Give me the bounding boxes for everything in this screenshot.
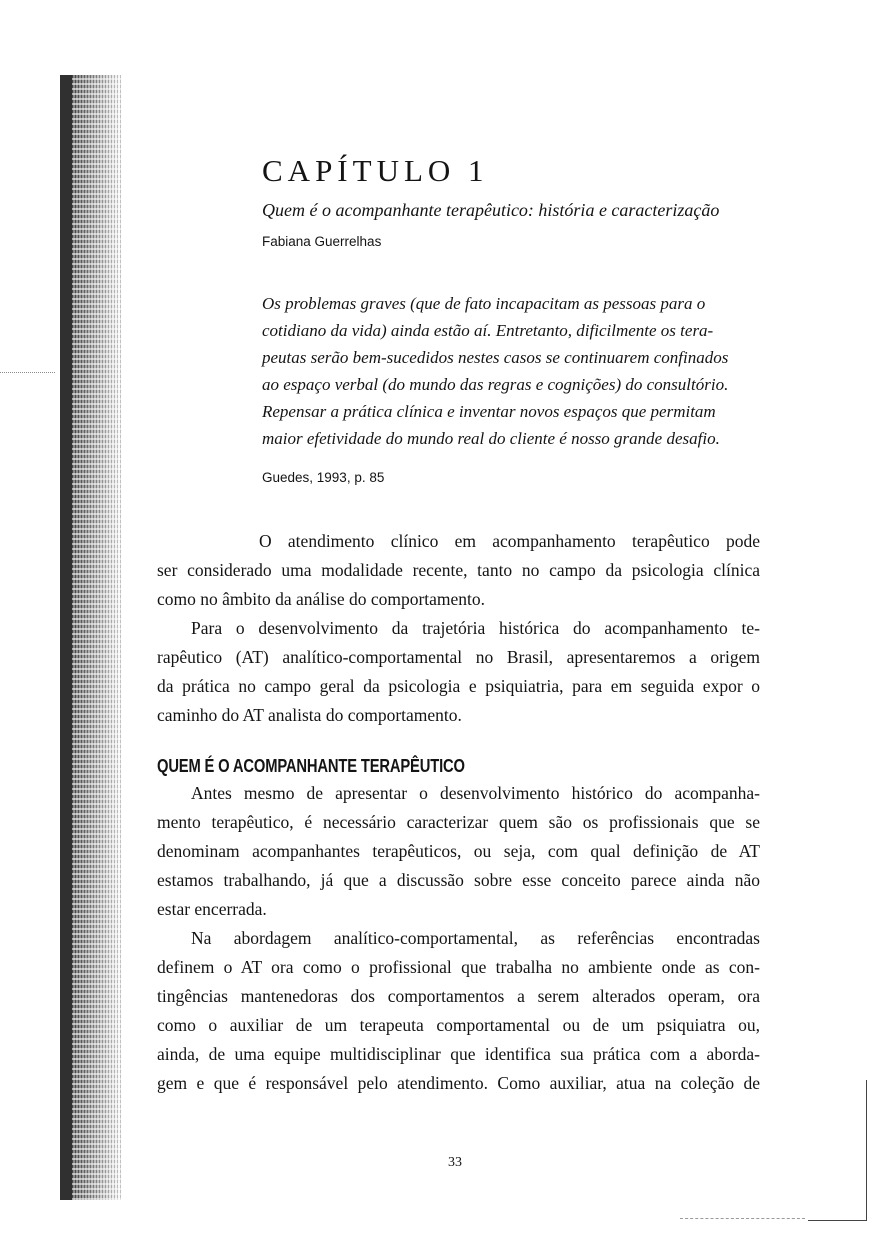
- text-line: ser considerado uma modalidade recente, tanto no campo da psicologia clínica: [157, 560, 760, 580]
- text-line: Para o desenvolvimento da trajetória histórica do acompanhamento te-: [191, 618, 760, 638]
- text-line: como o auxiliar de um terapeuta comportamental ou de um psiquiatra ou,: [157, 1015, 760, 1035]
- text-line: da prática no campo geral da psicologia e psiquiatria, para em seguida expor o: [157, 676, 760, 696]
- text-line: estar encerrada.: [157, 899, 267, 919]
- scan-edge-dots: [0, 372, 55, 379]
- text-line: como no âmbito da análise do comportamento.: [157, 589, 486, 609]
- text-line: ainda, de uma equipe multidisciplinar que identifica sua prática com a aborda-: [157, 1044, 760, 1064]
- section-paragraph-1: [157, 779, 760, 924]
- chapter-author: Fabiana Guerrelhas: [262, 234, 382, 249]
- epigraph-line: peutas serão bem-sucedidos nestes casos se continuarem confinados: [262, 348, 729, 367]
- epigraph: [262, 290, 740, 452]
- text-line: rapêutico (AT) analítico-comportamental no Brasil, apresentaremos a origem: [157, 647, 760, 667]
- epigraph-citation: Guedes, 1993, p. 85: [262, 470, 385, 485]
- page-edge-right: [866, 1080, 867, 1220]
- text-line: O atendimento clínico em acompanhamento terapêutico pode: [259, 531, 760, 551]
- page-edge-bottom: [808, 1220, 867, 1221]
- intro-paragraph-1: [157, 527, 760, 614]
- chapter-title: CAPÍTULO 1: [262, 153, 489, 188]
- chapter-subtitle: Quem é o acompanhante terapêutico: história e caracterização: [262, 200, 720, 220]
- intro-paragraph-2: [157, 614, 760, 730]
- section-heading: QUEM É O ACOMPANHANTE TERAPÊUTICO: [157, 756, 465, 776]
- text-line: caminho do AT analista do comportamento.: [157, 705, 462, 725]
- text-line: Antes mesmo de apresentar o desenvolvimento histórico do acompanha-: [191, 783, 760, 803]
- scan-bottom-dots: [680, 1218, 805, 1221]
- text-line: gem e que é responsável pelo atendimento. Como auxiliar, atua na coleção de: [157, 1073, 760, 1093]
- page-binding-shadow: [60, 75, 122, 1200]
- epigraph-line: cotidiano da vida) ainda estão aí. Entretanto, dificilmente os tera-: [262, 321, 714, 340]
- epigraph-line: maior efetividade do mundo real do cliente é nosso grande desafio.: [262, 429, 720, 448]
- text-line: denominam acompanhantes terapêuticos, ou seja, com qual definição de AT: [157, 841, 760, 861]
- epigraph-line: ao espaço verbal (do mundo das regras e cognições) do consultório.: [262, 375, 729, 394]
- section-paragraph-2: [157, 924, 760, 1098]
- text-line: estamos trabalhando, já que a discussão sobre esse conceito parece ainda não: [157, 870, 760, 890]
- epigraph-line: Os problemas graves (que de fato incapacitam as pessoas para o: [262, 294, 706, 313]
- page-number: 33: [448, 1155, 462, 1170]
- text-line: Na abordagem analítico-comportamental, as referências encontradas: [191, 928, 760, 948]
- epigraph-line: Repensar a prática clínica e inventar novos espaços que permitam: [262, 402, 716, 421]
- text-line: mento terapêutico, é necessário caracterizar quem são os profissionais que se: [157, 812, 760, 832]
- text-line: tingências mantenedoras dos comportamentos a serem alterados operam, ora: [157, 986, 760, 1006]
- text-line: definem o AT ora como o profissional que trabalha no ambiente onde as con-: [157, 957, 760, 977]
